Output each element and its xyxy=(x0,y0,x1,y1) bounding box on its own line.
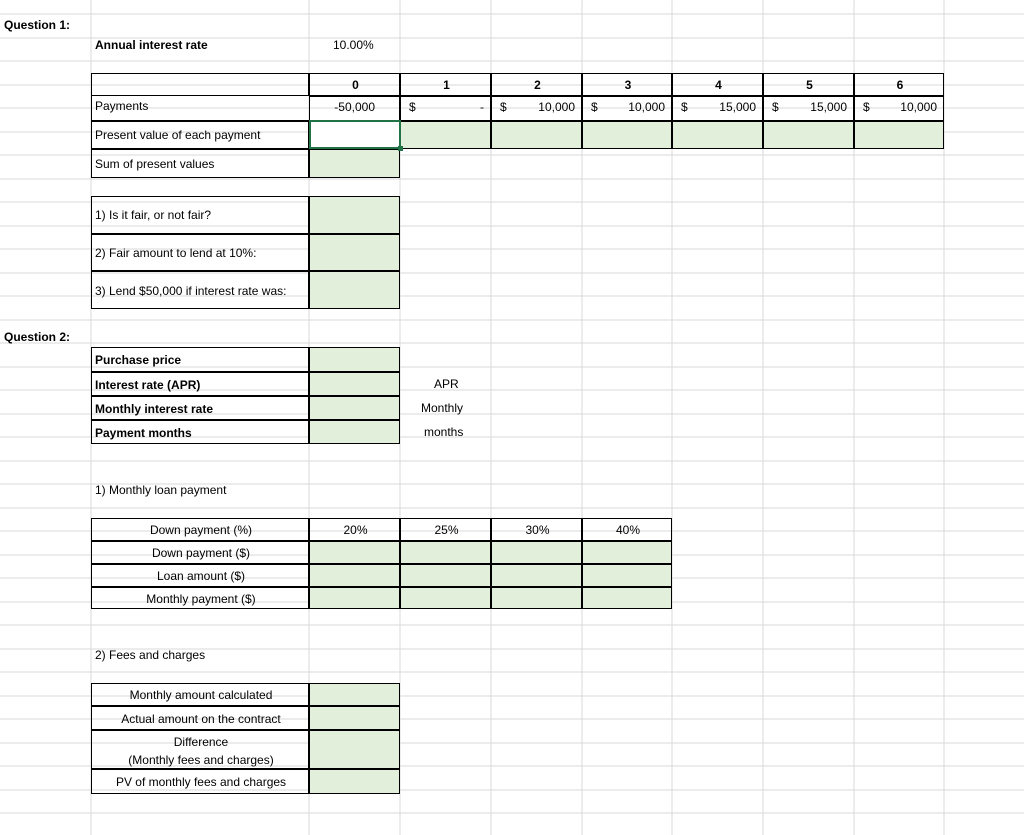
payment-cell-5[interactable] xyxy=(763,96,854,121)
down-dollar-cell-0[interactable] xyxy=(309,541,400,564)
purchase-price-label: Purchase price xyxy=(95,353,182,367)
down-pct-label-cell xyxy=(91,518,309,541)
side-monthly: Monthly xyxy=(421,401,464,415)
side-months: months xyxy=(424,425,464,439)
monthly-payment-cell-2[interactable] xyxy=(491,587,582,609)
payment-value-3: 10,000 xyxy=(628,100,665,114)
payment-currency-4: $ xyxy=(681,100,688,114)
fair-amount-cell[interactable] xyxy=(309,234,400,271)
payment-cell-2[interactable] xyxy=(491,96,582,121)
payment-value-4: 15,000 xyxy=(719,100,756,114)
period-header-cell-4[interactable] xyxy=(672,73,763,96)
pv-each-label: Present value of each payment xyxy=(95,128,261,142)
period-header-cell-6[interactable] xyxy=(854,73,944,96)
header-blank-cell[interactable] xyxy=(91,73,309,96)
period-header-6: 6 xyxy=(896,78,904,92)
pv-fees-label-cell xyxy=(91,769,309,794)
period-header-0: 0 xyxy=(352,78,359,92)
difference-label-line2: (Monthly fees and charges) xyxy=(128,753,274,767)
actual-amount-cell[interactable] xyxy=(309,706,400,730)
interest-rate-label: Interest rate (APR) xyxy=(95,378,201,392)
down-pct-cell-2[interactable] xyxy=(491,518,582,541)
payment-cell-1[interactable] xyxy=(400,96,491,121)
pv-cell-1[interactable] xyxy=(400,121,491,149)
down-pct-cell-1[interactable] xyxy=(400,518,491,541)
payment-cell-6[interactable] xyxy=(854,96,944,121)
payment-cell-3[interactable] xyxy=(582,96,672,121)
down-dollar-label-cell xyxy=(91,541,309,564)
monthly-payment-label: Monthly payment ($) xyxy=(146,592,256,606)
period-header-3: 3 xyxy=(624,78,632,92)
interest-rate-cell[interactable] xyxy=(309,372,400,396)
payment-currency-1: $ xyxy=(409,100,416,114)
payment-value-0: -50,000 xyxy=(334,100,375,114)
purchase-price-label-cell xyxy=(91,347,309,372)
period-header-cell-0[interactable] xyxy=(309,73,400,96)
payment-currency-5: $ xyxy=(772,100,779,114)
payment-cell-0[interactable] xyxy=(309,96,400,121)
down-dollar-cell-3[interactable] xyxy=(582,541,672,564)
actual-amount-label: Actual amount on the contract xyxy=(121,712,281,726)
side-apr: APR xyxy=(434,377,459,391)
purchase-price-cell[interactable] xyxy=(309,347,400,372)
payment-value-2: 10,000 xyxy=(538,100,575,114)
actual-amount-label-cell xyxy=(91,706,309,730)
monthly-rate-label-cell xyxy=(91,396,309,420)
question-1-title: Question 1: xyxy=(4,18,71,32)
down-pct-value-2: 30% xyxy=(525,523,550,537)
period-header-cell-2[interactable] xyxy=(491,73,582,96)
sum-pv-label: Sum of present values xyxy=(95,157,215,171)
payment-currency-6: $ xyxy=(863,100,870,114)
payments-label: Payments xyxy=(95,99,149,113)
difference-cell[interactable] xyxy=(309,730,400,769)
period-header-5: 5 xyxy=(806,78,813,92)
fill-handle[interactable] xyxy=(398,146,403,151)
annual-rate-value[interactable]: 10.00% xyxy=(333,38,374,52)
pv-fees-cell[interactable] xyxy=(309,769,400,794)
annual-rate-label: Annual interest rate xyxy=(95,38,208,52)
payment-months-label: Payment months xyxy=(95,426,192,440)
sum-pv-cell[interactable] xyxy=(309,149,400,178)
loan-amount-label: Loan amount ($) xyxy=(156,569,246,583)
pv-each-label-cell xyxy=(91,121,309,149)
pv-cell-4[interactable] xyxy=(672,121,763,149)
down-pct-value-0: 20% xyxy=(343,523,368,537)
period-header-cell-5[interactable] xyxy=(763,73,854,96)
down-dollar-cell-2[interactable] xyxy=(491,541,582,564)
fair-label-cell xyxy=(91,196,309,234)
pv-cell-5[interactable] xyxy=(763,121,854,149)
period-header-4: 4 xyxy=(715,78,722,92)
pv-fees-label: PV of monthly fees and charges xyxy=(115,775,287,789)
down-pct-value-3: 40% xyxy=(615,523,641,537)
loan-amount-cell-3[interactable] xyxy=(582,564,672,587)
pv-cell-2[interactable] xyxy=(491,121,582,149)
payment-value-6: 10,000 xyxy=(900,100,937,114)
down-dollar-label: Down payment ($) xyxy=(151,546,251,560)
payment-cell-4[interactable] xyxy=(672,96,763,121)
period-header-2: 2 xyxy=(534,78,541,92)
down-pct-cell-3[interactable] xyxy=(582,518,672,541)
period-header-cell-3[interactable] xyxy=(582,73,672,96)
loan-payment-label: 1) Monthly loan payment xyxy=(95,483,227,497)
fair-label: 1) Is it fair, or not fair? xyxy=(95,208,212,222)
monthly-payment-cell-0[interactable] xyxy=(309,587,400,609)
period-header-1: 1 xyxy=(443,78,450,92)
question-2-title: Question 2: xyxy=(4,330,71,344)
down-dollar-cell-1[interactable] xyxy=(400,541,491,564)
difference-label-cell xyxy=(91,730,309,769)
interest-rate-label-cell xyxy=(91,372,309,396)
lend-label-cell xyxy=(91,271,309,309)
fair-amount-label: 2) Fair amount to lend at 10%: xyxy=(95,246,257,260)
monthly-payment-cell-1[interactable] xyxy=(400,587,491,609)
monthly-rate-label: Monthly interest rate xyxy=(95,402,214,416)
monthly-calc-cell[interactable] xyxy=(309,683,400,706)
payment-currency-2: $ xyxy=(500,100,507,114)
payment-currency-3: $ xyxy=(591,100,598,114)
lend-rate-cell[interactable] xyxy=(309,271,400,309)
fair-answer-cell[interactable] xyxy=(309,196,400,234)
sum-pv-label-cell xyxy=(91,149,309,178)
payment-months-label-cell xyxy=(91,420,309,444)
period-header-cell-1[interactable] xyxy=(400,73,491,96)
payment-value-1: - xyxy=(480,100,484,114)
monthly-calc-label: Monthly amount calculated xyxy=(129,688,273,702)
payment-value-5: 15,000 xyxy=(810,100,847,114)
difference-label-line1: Difference xyxy=(173,735,229,749)
lend-label: 3) Lend $50,000 if interest rate was: xyxy=(95,284,287,298)
pv-cell-6[interactable] xyxy=(854,121,944,149)
monthly-calc-label-cell xyxy=(91,683,309,706)
down-pct-value-1: 25% xyxy=(434,523,459,537)
down-pct-label: Down payment (%) xyxy=(149,523,253,537)
payment-months-cell[interactable] xyxy=(309,420,400,444)
monthly-payment-cell-3[interactable] xyxy=(582,587,672,609)
loan-amount-cell-0[interactable] xyxy=(309,564,400,587)
loan-amount-cell-1[interactable] xyxy=(400,564,491,587)
down-pct-cell-0[interactable] xyxy=(309,518,400,541)
loan-amount-cell-2[interactable] xyxy=(491,564,582,587)
pv-cell-3[interactable] xyxy=(582,121,672,149)
monthly-rate-cell[interactable] xyxy=(309,396,400,420)
loan-amount-label-cell xyxy=(91,564,309,587)
monthly-payment-label-cell xyxy=(91,587,309,609)
pv-cell-0-selected[interactable] xyxy=(309,120,401,149)
fees-label: 2) Fees and charges xyxy=(95,648,206,662)
fair-amount-label-cell xyxy=(91,234,309,271)
